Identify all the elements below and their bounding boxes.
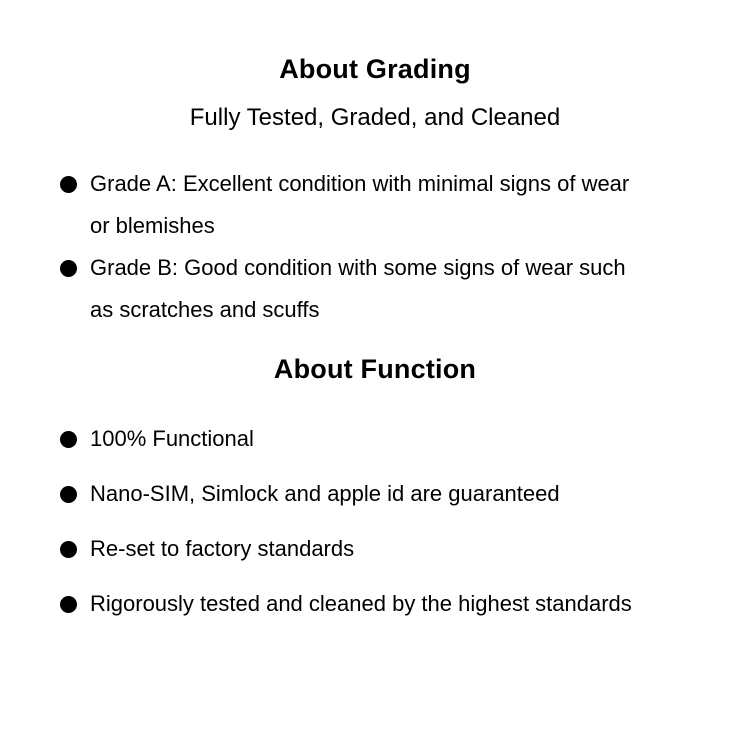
grading-title: About Grading: [279, 54, 471, 84]
grading-section: [0, 55, 750, 331]
list-item-text: Nano-SIM, Simlock and apple id are guaranteed: [90, 480, 560, 506]
bullet-icon: [60, 541, 77, 558]
function-section: [0, 355, 750, 626]
list-item-text: Grade B: Good condition with some signs of wear such as scratches and scuffs: [90, 255, 626, 323]
list-item-text: 100% Functional: [90, 425, 254, 451]
list-item: [60, 417, 750, 461]
list-item: [60, 582, 750, 626]
bullet-icon: [60, 176, 77, 193]
grading-list: [0, 163, 750, 331]
function-list: [0, 417, 750, 626]
list-item: [60, 163, 750, 247]
list-item: [60, 247, 750, 331]
bullet-icon: [60, 596, 77, 613]
list-item-text: Rigorously tested and cleaned by the highest standards: [90, 590, 632, 616]
list-item-text: Re-set to factory standards: [90, 535, 355, 561]
bullet-icon: [60, 431, 77, 448]
list-item-text: Grade A: Excellent condition with minimal signs of wear or blemishes: [90, 171, 630, 239]
bullet-icon: [60, 486, 77, 503]
bullet-icon: [60, 260, 77, 277]
function-title: About Function: [273, 354, 477, 385]
grading-subtitle: Fully Tested, Graded, and Cleaned: [189, 103, 561, 131]
list-item: [60, 527, 750, 571]
list-item: [60, 472, 750, 516]
